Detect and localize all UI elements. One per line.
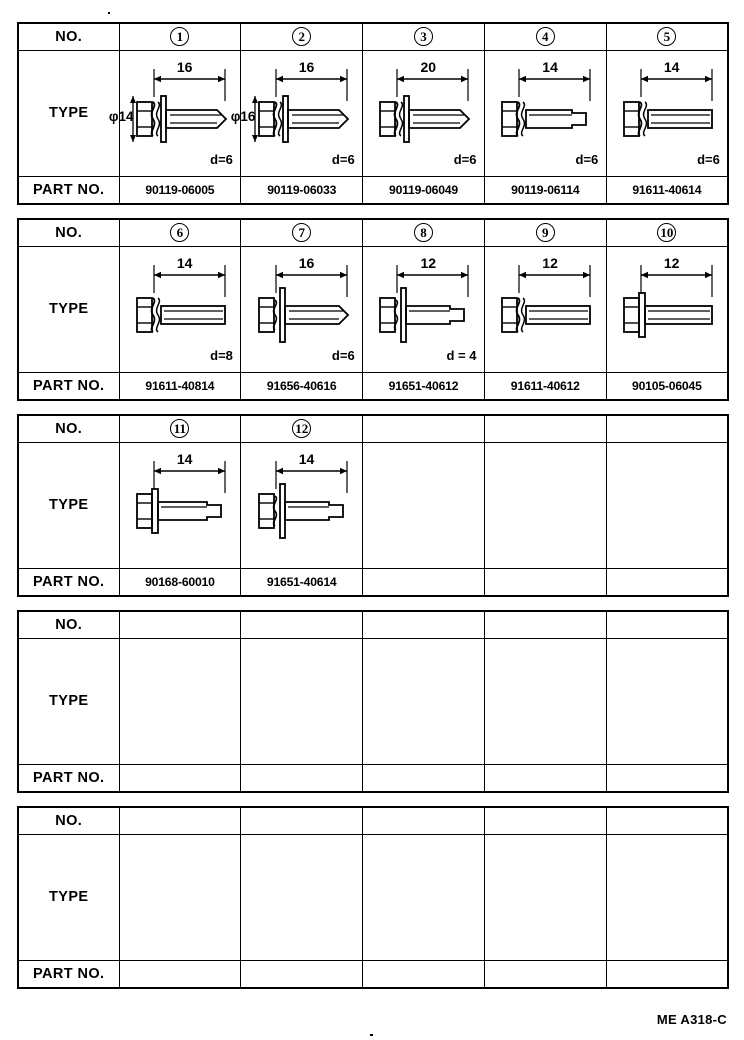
row-label-type: TYPE (18, 638, 119, 764)
cell-no-2[interactable] (241, 611, 363, 638)
cell-no-4[interactable] (484, 23, 606, 50)
cell-part-no-4[interactable] (484, 176, 606, 204)
table-row-no (18, 611, 728, 638)
cell-type-5[interactable] (606, 442, 728, 568)
thread-size-label: d=6 (697, 152, 720, 167)
parts-table-1 (17, 22, 729, 205)
dimension-length-label: 12 (663, 255, 680, 271)
cell-no-4[interactable] (484, 219, 606, 246)
cell-no-2[interactable] (241, 807, 363, 834)
dimension-length-label: 16 (298, 59, 315, 75)
cell-no-3[interactable] (363, 23, 485, 50)
parts-table-3 (17, 414, 729, 597)
dimension-length-label: 20 (420, 59, 437, 75)
row-label-type: TYPE (18, 442, 119, 568)
cell-type-4[interactable] (484, 246, 606, 372)
table-row-type (18, 638, 728, 764)
row-label-type: TYPE (18, 50, 119, 176)
table-row-no (18, 23, 728, 50)
row-label-part-no: PART NO. (18, 960, 119, 988)
row-label-part-no: PART NO. (18, 568, 119, 596)
dimension-length-label: 16 (298, 255, 315, 271)
table-row-type (18, 442, 728, 568)
cell-no-1[interactable] (119, 23, 241, 50)
cell-part-no-1[interactable] (119, 568, 241, 596)
row-label-no: NO. (18, 611, 119, 638)
cell-part-no-1[interactable] (119, 372, 241, 400)
table-row-part-no (18, 372, 728, 400)
dimension-length-label: 14 (176, 255, 193, 271)
cell-type-2[interactable] (241, 246, 363, 372)
cell-no-3[interactable] (363, 219, 485, 246)
cell-part-no-1[interactable] (119, 960, 241, 988)
dimension-length-label: 12 (420, 255, 437, 271)
cell-part-no-4[interactable] (484, 372, 606, 400)
cell-no-3[interactable] (363, 415, 485, 442)
cell-no-4[interactable] (484, 611, 606, 638)
cell-no-4[interactable] (484, 807, 606, 834)
thread-size-label: d=6 (331, 348, 355, 363)
row-label-type: TYPE (18, 834, 119, 960)
dimension-length-label: 12 (542, 255, 558, 271)
row-label-part-no: PART NO. (18, 764, 119, 792)
item-number-badge: 8 (414, 223, 433, 242)
cell-type-4[interactable] (484, 50, 606, 176)
parts-table-4 (17, 610, 729, 793)
thread-size-label: d=6 (331, 152, 355, 167)
table-row-part-no (18, 176, 728, 204)
cell-part-no-5[interactable] (606, 372, 728, 400)
cell-no-2[interactable] (241, 415, 363, 442)
parts-table-5 (17, 806, 729, 989)
item-number-badge: 3 (414, 27, 433, 46)
part-number-value: 91651-40614 (266, 574, 337, 589)
cell-part-no-1[interactable] (119, 176, 241, 204)
cell-type-3[interactable] (363, 246, 485, 372)
part-number-value: 90119-06033 (267, 182, 337, 197)
item-number-badge: 6 (170, 223, 189, 242)
cell-part-no-3[interactable] (363, 960, 485, 988)
cell-no-1[interactable] (119, 807, 241, 834)
table-row-no (18, 415, 728, 442)
cell-type-1[interactable] (119, 638, 241, 764)
cell-no-2[interactable] (241, 219, 363, 246)
dimension-length-label: 14 (176, 451, 193, 467)
part-number-value: 91611-40814 (145, 378, 215, 393)
item-number-badge: 10 (657, 223, 676, 242)
cell-type-5[interactable] (606, 638, 728, 764)
cell-no-5[interactable] (606, 807, 728, 834)
cell-part-no-5[interactable] (606, 960, 728, 988)
cell-type-1[interactable] (119, 834, 241, 960)
row-label-type: TYPE (18, 246, 119, 372)
cell-type-2[interactable] (230, 50, 363, 176)
cell-part-no-4[interactable] (484, 960, 606, 988)
part-number-value: 90119-06114 (511, 182, 580, 197)
table-row-type (18, 834, 728, 960)
cell-type-3[interactable] (363, 442, 485, 568)
part-number-value: 91656-40616 (266, 378, 337, 393)
row-label-no: NO. (18, 23, 119, 50)
cell-no-5[interactable] (606, 219, 728, 246)
cell-type-3[interactable] (363, 50, 485, 176)
cell-part-no-2[interactable] (241, 372, 363, 400)
item-number-badge: 5 (657, 27, 676, 46)
dimension-length-label: 16 (176, 59, 193, 75)
thread-size-label: d = 4 (446, 348, 477, 363)
cell-part-no-5[interactable] (606, 568, 728, 596)
cell-part-no-4[interactable] (484, 568, 606, 596)
table-sheet (17, 22, 727, 1002)
item-number-badge: 7 (292, 223, 311, 242)
dimension-diameter-label: φ16 (230, 109, 256, 124)
cell-type-4[interactable] (484, 638, 606, 764)
cell-part-no-3[interactable] (363, 568, 485, 596)
cell-part-no-5[interactable] (606, 764, 728, 792)
cell-no-3[interactable] (363, 807, 485, 834)
cell-part-no-2[interactable] (241, 568, 363, 596)
cell-type-1[interactable] (108, 50, 241, 176)
cell-part-no-3[interactable] (363, 372, 485, 400)
row-label-no: NO. (18, 415, 119, 442)
row-label-no: NO. (18, 219, 119, 246)
thread-size-label: d=8 (210, 348, 233, 363)
cell-no-3[interactable] (363, 611, 485, 638)
table-row-part-no (18, 764, 728, 792)
cell-type-5[interactable] (606, 834, 728, 960)
dimension-length-label: 14 (542, 59, 558, 75)
cell-part-no-3[interactable] (363, 764, 485, 792)
cell-type-5[interactable] (606, 50, 728, 176)
row-label-part-no: PART NO. (18, 176, 119, 204)
parts-table-2 (17, 218, 729, 401)
table-row-type (18, 246, 728, 372)
table-row-no (18, 807, 728, 834)
registration-dot-top (108, 12, 110, 14)
part-number-value: 90168-60010 (145, 574, 215, 589)
cell-no-5[interactable] (606, 611, 728, 638)
cell-type-4[interactable] (484, 834, 606, 960)
cell-no-5[interactable] (606, 415, 728, 442)
cell-part-no-1[interactable] (119, 764, 241, 792)
cell-no-5[interactable] (606, 23, 728, 50)
part-number-value: 90119-06049 (389, 182, 458, 197)
cell-no-1[interactable] (119, 219, 241, 246)
thread-size-label: d=6 (210, 152, 233, 167)
cell-type-1[interactable] (119, 246, 241, 372)
cell-no-1[interactable] (119, 415, 241, 442)
cell-no-1[interactable] (119, 611, 241, 638)
cell-type-5[interactable] (606, 246, 728, 372)
part-number-value: 90105-06045 (632, 378, 702, 393)
part-number-value: 91611-40614 (632, 182, 702, 197)
item-number-badge: 12 (292, 419, 311, 438)
part-number-value: 90119-06005 (145, 182, 215, 197)
item-number-badge: 9 (536, 223, 555, 242)
dimension-length-label: 14 (298, 451, 315, 467)
registration-dot-bottom (370, 1034, 373, 1036)
dimension-length-label: 14 (663, 59, 680, 75)
dimension-diameter-label: φ14 (108, 109, 134, 124)
item-number-badge: 1 (170, 27, 189, 46)
cell-part-no-2[interactable] (241, 176, 363, 204)
cell-type-2[interactable] (241, 638, 363, 764)
item-number-badge: 2 (292, 27, 311, 46)
item-number-badge: 11 (170, 419, 189, 438)
cell-no-2[interactable] (241, 23, 363, 50)
row-label-no: NO. (18, 807, 119, 834)
cell-type-3[interactable] (363, 638, 485, 764)
table-row-type (18, 50, 728, 176)
cell-part-no-3[interactable] (363, 176, 485, 204)
document-reference-code: ME A318-C (656, 1012, 727, 1027)
thread-size-label: d=6 (453, 152, 477, 167)
cell-type-4[interactable] (484, 442, 606, 568)
table-row-no (18, 219, 728, 246)
item-number-badge: 4 (536, 27, 555, 46)
cell-type-2[interactable] (241, 442, 363, 568)
table-row-part-no (18, 568, 728, 596)
thread-size-label: d=6 (575, 152, 599, 167)
cell-type-3[interactable] (363, 834, 485, 960)
cell-type-1[interactable] (119, 442, 241, 568)
cell-part-no-2[interactable] (241, 960, 363, 988)
part-number-value: 91611-40612 (510, 378, 580, 393)
cell-no-4[interactable] (484, 415, 606, 442)
cell-part-no-2[interactable] (241, 764, 363, 792)
cell-type-2[interactable] (241, 834, 363, 960)
cell-part-no-5[interactable] (606, 176, 728, 204)
cell-part-no-4[interactable] (484, 764, 606, 792)
row-label-part-no: PART NO. (18, 372, 119, 400)
part-number-value: 91651-40612 (388, 378, 459, 393)
table-row-part-no (18, 960, 728, 988)
